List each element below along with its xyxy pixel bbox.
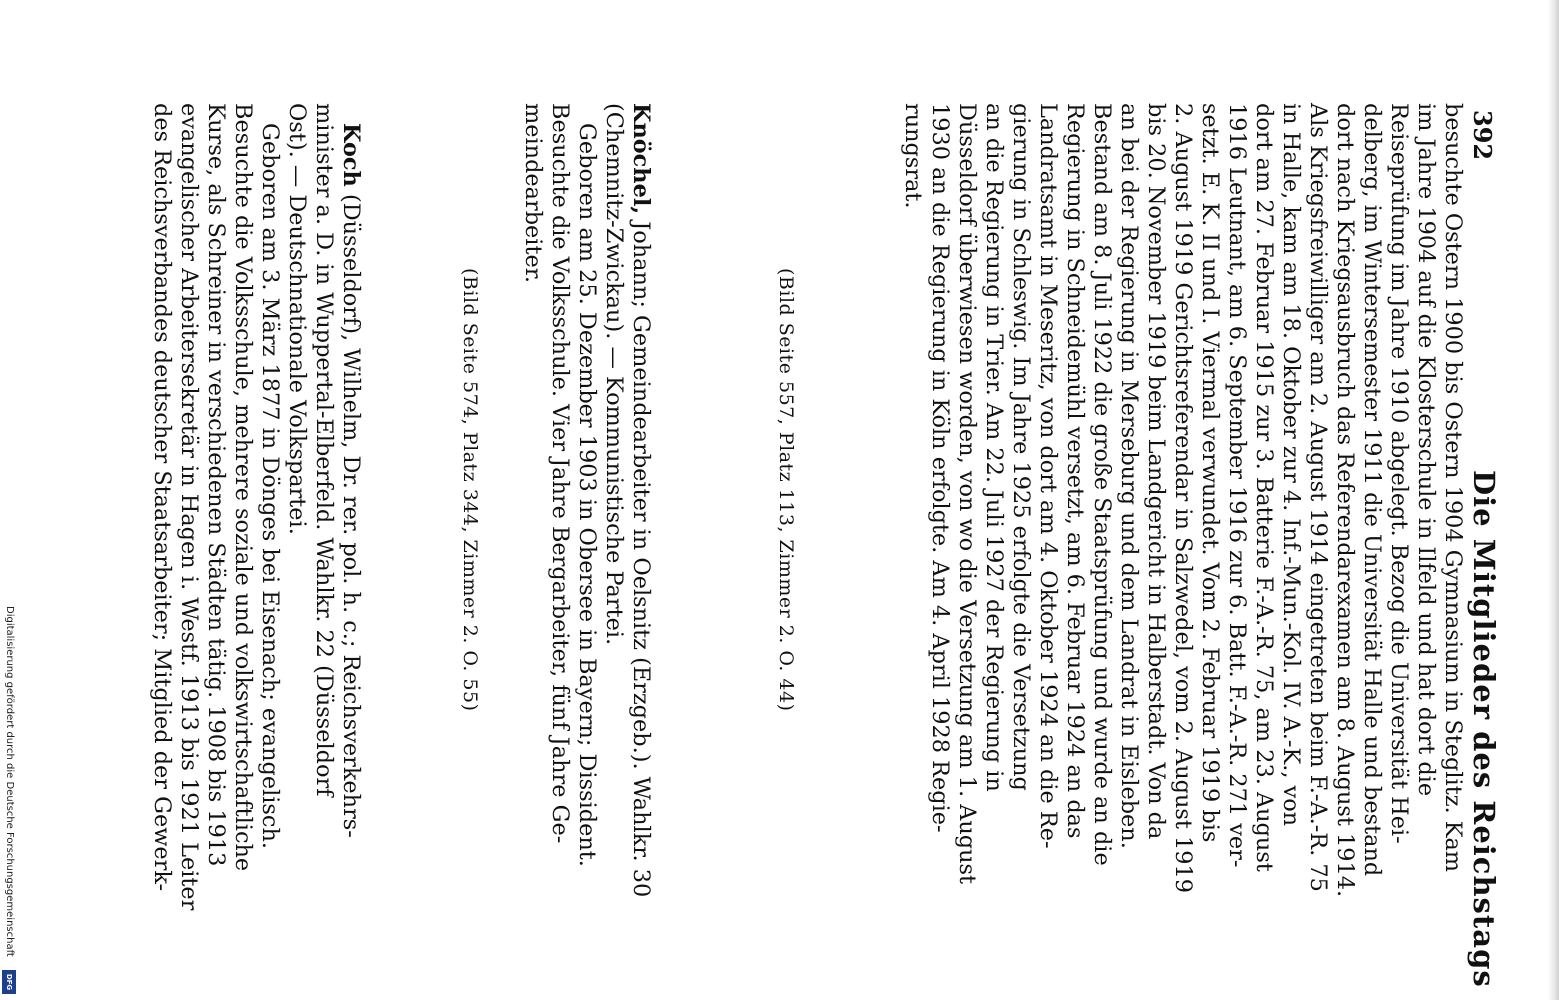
text-line: delberg, im Wintersemester 1911 die Universität Halle und bestand <box>1359 103 1385 877</box>
text-line: setzt. E. K. II und I. Viermal verwundet. Vom 2. Februar 1919 bis <box>1197 103 1223 843</box>
text-line: gierung in Schleswig. Im Jahre 1925 erfolgte die Versetzung <box>1008 103 1034 791</box>
text-line: an die Regierung in Trier. Am 22. Juli 1927 der Regierung in <box>981 103 1007 792</box>
text-line: Geboren am 3. März 1877 in Dönges bei Eisenach; evangelisch. <box>257 123 283 850</box>
text-line: Besuchte die Volksschule, mehrere soziale und volkswirtschaftliche <box>230 103 256 872</box>
text-line: meindearbeiter. <box>520 103 546 284</box>
text-line-rest: Johann; Gemeindearbeiter in Oelsnitz (Erzgeb.). Wahlkr. 30 <box>628 221 654 898</box>
text-line: Geboren am 25. Dezember 1903 in Obersee in Bayern; Dissident. <box>574 123 600 867</box>
text-line: 1930 an die Regierung in Köln erfolgte. Am 4. April 1928 Regie- <box>927 103 953 833</box>
text-line: Landratsamt in Meseritz, von dort am 4. Oktober 1924 an die Re- <box>1035 103 1061 849</box>
text-line: Ost). — Deutschnationale Volkspartei. <box>284 103 310 535</box>
text-line: Regierung in Schneidemühl versetzt, am 6. Februar 1924 an das <box>1062 103 1088 839</box>
running-head: Die Mitglieder des Reichstags <box>1467 470 1501 988</box>
text-line: Düsseldorf überwiesen worden, von wo die Versetzung am 1. August <box>954 103 980 885</box>
text-line: Reiseprüfung im Jahre 1910 abgelegt. Bezog die Universität Hei- <box>1386 103 1412 844</box>
text-line: Bestand am 8. Juli 1922 die große Staatsprüfung und wurde an die <box>1089 103 1115 866</box>
text-line: in Halle, kam am 18. Oktober zur 4. Inf.-Mun.-Kol. IV. A.-K., von <box>1278 103 1304 827</box>
entry-name: Koch <box>338 123 364 187</box>
text-line <box>627 103 654 897</box>
image-reference: (Bild Seite 557, Platz 113, Zimmer 2. O. 44) <box>775 268 797 712</box>
text-line: 2. August 1919 Gerichtsreferendar in Salzwedel, vom 2. August 1919 <box>1170 103 1196 893</box>
text-line: minister a. D. in Wuppertal-Elberfeld. Wahlkr. 22 (Düsseldorf <box>311 103 337 797</box>
text-line: rungsrat. <box>900 103 926 209</box>
dfg-logo <box>2 970 16 994</box>
text-line: an bei der Regierung in Merseburg und dem Landrat in Eisleben. <box>1116 103 1142 849</box>
text-line <box>337 123 364 838</box>
text-line: Als Kriegsfreiwilliger am 2. August 1914 eingetreten beim F.-A.-R. 75 <box>1305 103 1331 892</box>
text-line-rest: (Düsseldorf), Wilhelm, Dr. rer. pol. h. c.; Reichsverkehrs- <box>338 193 364 838</box>
text-line: des Reichsverbandes deutscher Staatsarbeiter; Mitglied der Gewerk- <box>149 103 175 892</box>
credit-text: Digitalisierung gefördert durch die Deutsche Forschungsgemeinschaft <box>4 606 15 957</box>
text-line: Besuchte die Volksschule. Vier Jahre Bergarbeiter, fünf Jahre Ge- <box>547 103 573 844</box>
text-line: (Chemnitz-Zwickau). — Kommunistische Partei. <box>601 103 627 646</box>
page-number: 392 <box>1468 110 1497 161</box>
text-line: 1916 Leutnant, am 6. September 1916 zur 6. Batt. F.-A.-R. 271 ver- <box>1224 103 1250 868</box>
entry-name: Knöchel, <box>628 103 654 215</box>
image-reference: (Bild Seite 574, Platz 344, Zimmer 2. O. 55) <box>459 268 481 712</box>
text-line: im Jahre 1904 auf die Klosterschule in Ilfeld und hat dort die <box>1413 103 1439 797</box>
text-line: Kurse, als Schreiner in verschiedenen Städten tätig. 1908 bis 1913 <box>203 103 229 867</box>
text-line: evangelischer Arbeitersekretär in Hagen i. Westf. 1913 bis 1921 Leiter <box>176 103 202 911</box>
text-line: dort am 27. Februar 1915 zur 3. Batterie F.-A.-R. 75, am 23. August <box>1251 103 1277 872</box>
digitization-credit <box>0 606 18 994</box>
page-edge-shadow <box>1548 0 1559 1000</box>
text-line: besuchte Ostern 1900 bis Ostern 1904 Gymnasium in Steglitz. Kam <box>1440 103 1466 873</box>
text-line: bis 20. November 1919 beim Landgericht in Halberstadt. Von da <box>1143 103 1169 840</box>
dfg-logo-text: DFG <box>5 973 13 991</box>
text-line: dort nach Kriegsausbruch das Referendarexamen am 8. August 1914. <box>1332 103 1358 898</box>
